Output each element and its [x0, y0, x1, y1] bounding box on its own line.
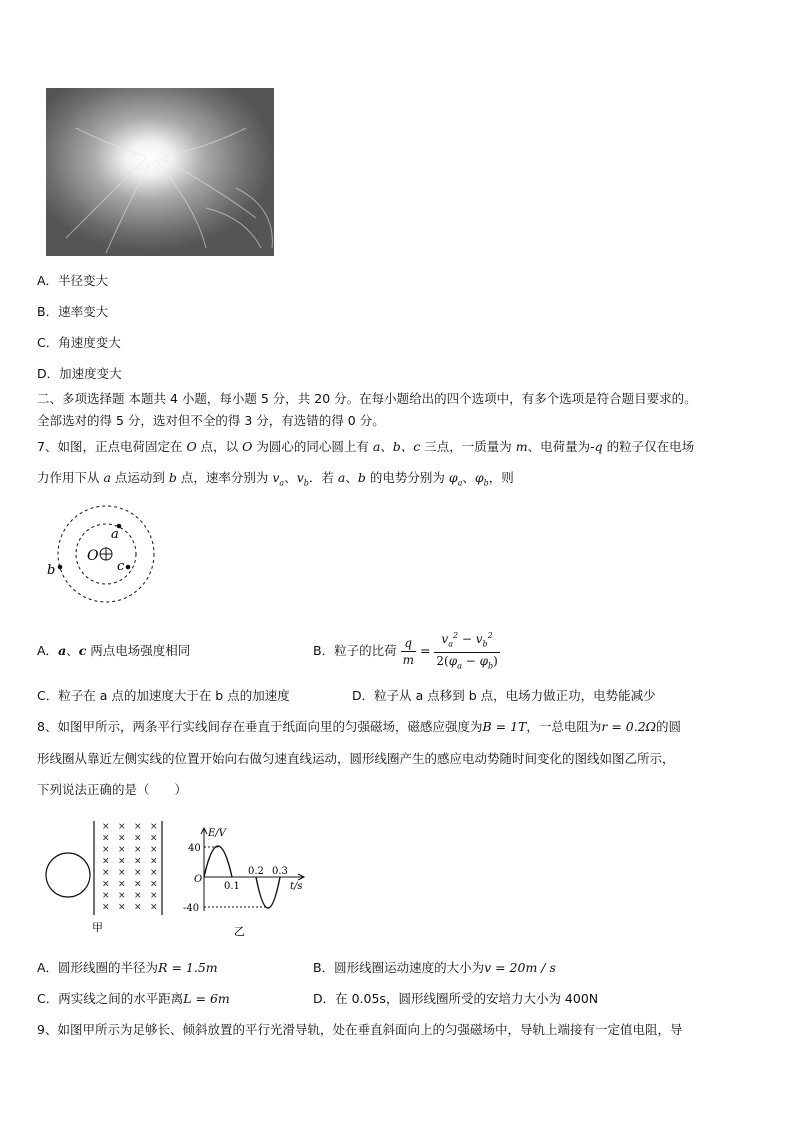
- q7-option-a: A．a、c 两点电场强度相同: [37, 643, 191, 658]
- field-cross-mark: ×: [118, 822, 126, 832]
- field-cross-mark: ×: [150, 845, 158, 855]
- field-cross-mark: ×: [102, 891, 110, 901]
- field-cross-mark: ×: [134, 868, 142, 878]
- q8-figure-yi-emf-graph: [182, 825, 312, 940]
- q6-option-b: B．速率变大: [37, 304, 109, 319]
- q8-figure-jia-coil-field: [40, 815, 170, 935]
- y-tick-min: -40: [183, 903, 200, 914]
- field-cross-mark: ×: [150, 822, 158, 832]
- diagram-label-o: O: [87, 548, 99, 564]
- section2-line2: 全部选对的得 5 分，选对但不全的得 3 分，有选错的得 0 分。: [37, 413, 385, 428]
- field-cross-mark: ×: [150, 902, 158, 913]
- q9-line1: 9、如图甲所示为足够长、倾斜放置的平行光滑导轨，处在垂直斜面向上的匀强磁场中，导轨上端接有一定值电阻，导: [37, 1022, 683, 1037]
- field-cross-mark: ×: [134, 833, 142, 844]
- q8-line2: 形线圈从靠近左侧实线的位置开始向右做匀速直线运动，圆形线圈产生的感应电动势随时间变化的图线如图乙所示，: [37, 751, 675, 766]
- x-axis-label: t/s: [290, 881, 303, 892]
- field-cross-mark: ×: [118, 891, 126, 901]
- field-cross-mark: ×: [150, 856, 158, 867]
- q7-option-c: C．粒子在 a 点的加速度大于在 b 点的加速度: [37, 688, 290, 703]
- velocity-potential-fraction: $\frac{v_a^2 - v_b^2}{2(\varphi_a - \varphi_b)}$: [434, 628, 499, 675]
- y-tick-max: 40: [188, 843, 201, 854]
- figure-label-jia: 甲: [92, 921, 103, 934]
- q8-line1: 8、如图甲所示，两条平行实线间存在垂直于纸面向里的匀强磁场，磁感应强度为B = 1T，一总电阻为r = 0.2Ω的圆: [37, 719, 682, 734]
- field-cross-mark: ×: [118, 845, 126, 855]
- field-cross-mark: ×: [150, 891, 158, 901]
- x-tick-t1: 0.1: [224, 881, 240, 892]
- y-axis-label: E/V: [208, 828, 226, 839]
- field-cross-mark: ×: [102, 868, 110, 878]
- diagram-label-c: c: [117, 559, 125, 574]
- q7-concentric-circles-diagram: [40, 500, 170, 610]
- field-cross-mark: ×: [118, 833, 126, 844]
- field-cross-mark: ×: [134, 845, 142, 855]
- field-cross-mark: ×: [118, 868, 126, 878]
- field-cross-mark: ×: [150, 879, 158, 890]
- figure-label-yi: 乙: [234, 925, 245, 938]
- section2-line1: 二、多项选择题 本题共 4 小题，每小题 5 分，共 20 分。在每小题给出的四个选项中，有多个选项是符合题目要求的。: [37, 391, 697, 406]
- q7-option-d: D．粒子从 a 点移到 b 点，电场力做正功，电势能减少: [352, 688, 656, 703]
- q8-line3: 下列说法正确的是（ ）: [37, 782, 188, 797]
- field-cross-mark: ×: [118, 879, 126, 890]
- q8-option-c: C．两实线之间的水平距离L = 6m: [37, 991, 230, 1006]
- field-cross-mark: ×: [134, 902, 142, 913]
- q6-option-d: D．加速度变大: [37, 366, 122, 381]
- field-cross-mark: ×: [118, 902, 126, 913]
- field-cross-mark: ×: [150, 868, 158, 878]
- x-tick-t3: 0.3: [272, 866, 288, 877]
- field-cross-mark: ×: [102, 902, 110, 913]
- q8-option-a: A．圆形线圈的半径为R = 1.5m: [37, 960, 218, 975]
- q7-line2: 力作用下从 a 点运动到 b 点，速率分别为 $v_a$、$v_b$．若 a、b 的电势分别为 $\varphi_a$、$\varphi_b$，则: [37, 470, 514, 488]
- q8-option-b: B．圆形线圈运动速度的大小为v = 20m / s: [313, 960, 556, 975]
- field-cross-mark: ×: [102, 845, 110, 855]
- field-cross-mark: ×: [102, 879, 110, 890]
- x-tick-t2: 0.2: [248, 866, 264, 877]
- field-cross-mark: ×: [134, 856, 142, 867]
- field-cross-mark: ×: [134, 822, 142, 832]
- starburst-photo: [46, 88, 274, 256]
- field-cross-mark: ×: [150, 833, 158, 844]
- field-cross-mark: ×: [134, 891, 142, 901]
- field-cross-mark: ×: [102, 856, 110, 867]
- origin-label: O: [194, 874, 203, 885]
- q6-option-c: C．角速度变大: [37, 335, 121, 350]
- field-cross-mark: ×: [118, 856, 126, 867]
- field-cross-mark: ×: [134, 879, 142, 890]
- charge-mass-ratio-fraction: $\frac{q}{m}$: [402, 635, 414, 667]
- field-cross-mark: ×: [102, 822, 110, 832]
- q7-line1: 7、如图，正点电荷固定在 O 点，以 O 为圆心的同心圆上有 a、b、c 三点，一质量为 m、电荷量为-q 的粒子仅在电场: [37, 439, 695, 454]
- diagram-label-a: a: [111, 527, 119, 542]
- q7-option-b: B．粒子的比荷 $\frac{q}{m}$ = $\frac{v_a^2 - v_b^2}{2(\varphi_a - \varphi_b)}$: [313, 628, 500, 675]
- field-cross-mark: ×: [102, 833, 110, 844]
- diagram-label-b: b: [47, 563, 56, 578]
- q8-option-d: D．在 0.05s，圆形线圈所受的安培力大小为 400N: [313, 991, 599, 1006]
- q6-option-a: A．半径变大: [37, 273, 109, 288]
